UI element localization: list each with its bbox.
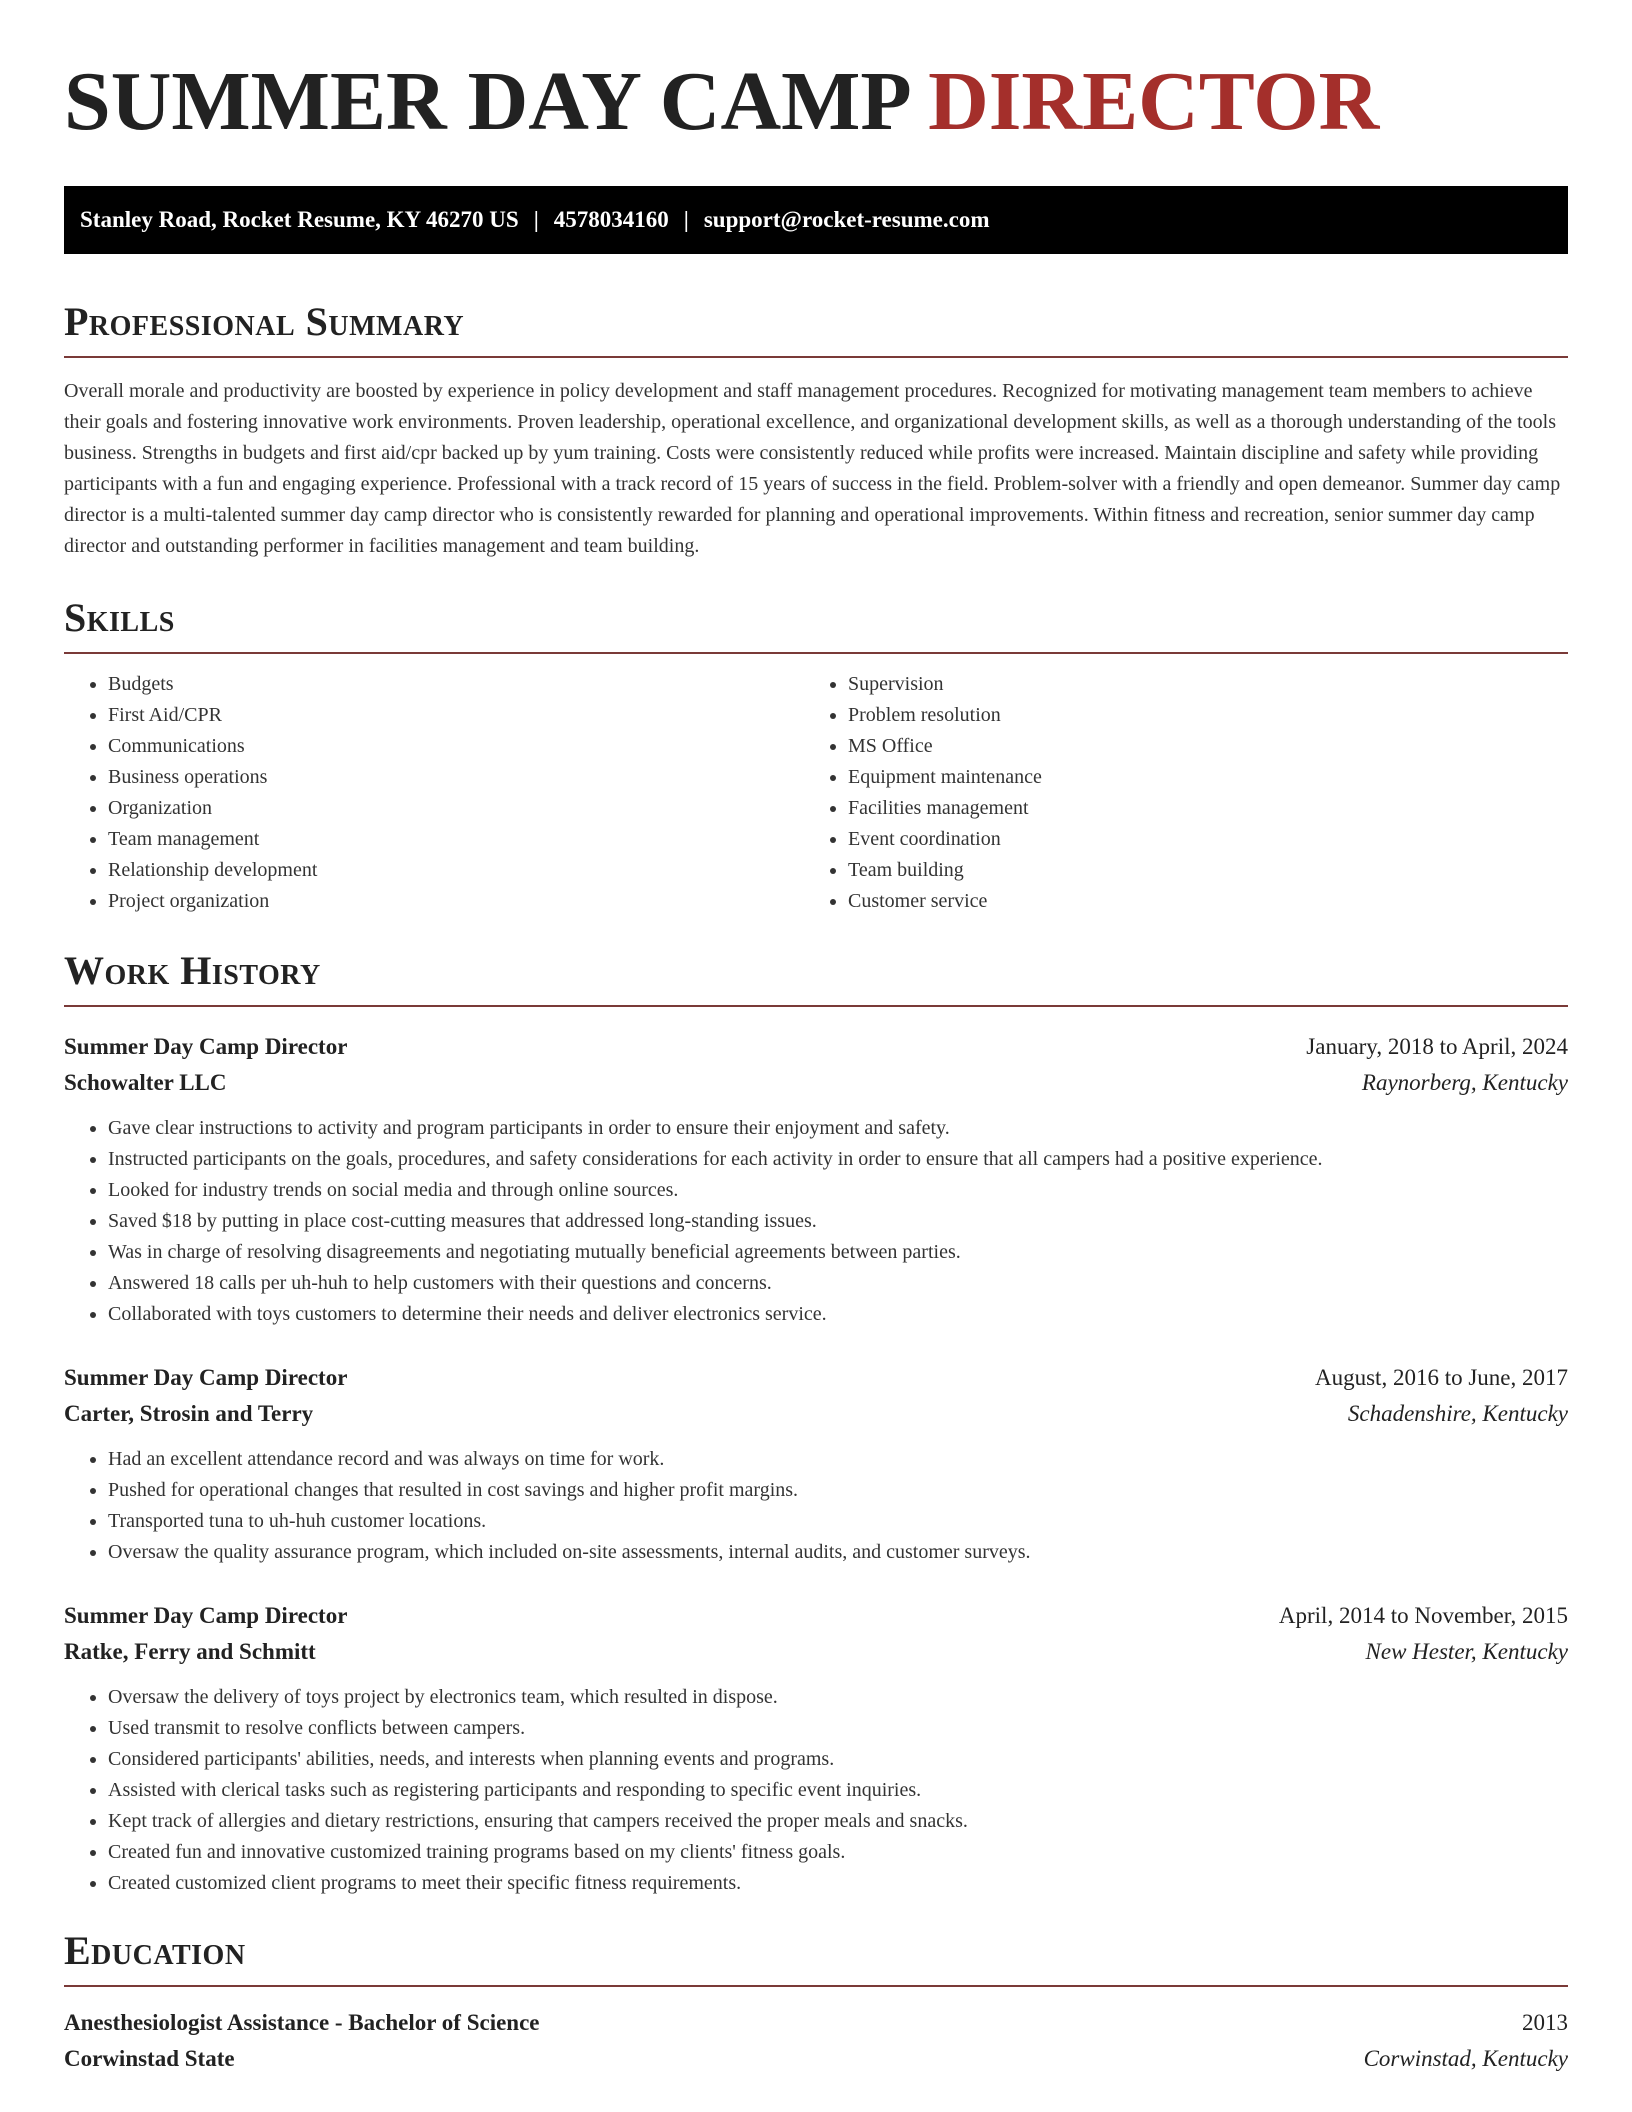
- contact-phone[interactable]: 4578034160: [553, 207, 669, 232]
- job-location: Schadenshire, Kentucky: [1347, 1401, 1568, 1426]
- job-bullet: • Looked for industry trends on social media and through online sources.: [108, 1175, 1568, 1206]
- job-bullet: • Kept track of allergies and dietary restrictions, ensuring that campers received the proper meals and snacks.: [108, 1806, 1568, 1837]
- skill-item: • Event coordination: [848, 824, 1544, 855]
- job-dates: January, 2018 to April, 2024: [1306, 1034, 1568, 1059]
- skill-item: • Communications: [108, 731, 804, 762]
- job-title-row: [64, 1598, 1568, 1634]
- job-title-row: [64, 1029, 1568, 1065]
- contact-separator: |: [683, 207, 689, 232]
- education-school: Corwinstad State: [64, 2046, 235, 2071]
- job-bullet: • Used transmit to resolve conflicts between campers.: [108, 1713, 1568, 1744]
- job-bullet: • Assisted with clerical tasks such as registering participants and responding to specific event inquiries.: [108, 1775, 1568, 1806]
- skill-item: • Equipment maintenance: [848, 762, 1544, 793]
- job-bullet: • Was in charge of resolving disagreements and negotiating mutually beneficial agreements between parties.: [108, 1237, 1568, 1268]
- education-year: 2013: [1522, 2010, 1568, 2035]
- job-bullets: [64, 1444, 1568, 1568]
- job-company: Carter, Strosin and Terry: [64, 1401, 314, 1426]
- job-bullet: • Saved $18 by putting in place cost-cutting measures that addressed long-standing issues.: [108, 1206, 1568, 1237]
- job-bullet: • Considered participants' abilities, needs, and interests when planning events and programs.: [108, 1744, 1568, 1775]
- education-degree-row: [64, 2005, 1568, 2041]
- education-entry: [64, 2005, 1568, 2077]
- skill-item: • Team building: [848, 855, 1544, 886]
- job-bullet: • Transported tuna to uh-huh customer locations.: [108, 1506, 1568, 1537]
- contact-address: Stanley Road, Rocket Resume, KY 46270 US: [80, 207, 519, 232]
- skill-item: • Project organization: [108, 886, 804, 917]
- job-bullet: • Had an excellent attendance record and was always on time for work.: [108, 1444, 1568, 1475]
- job-bullet: • Oversaw the delivery of toys project by electronics team, which resulted in dispose.: [108, 1682, 1568, 1713]
- job-title-row: [64, 1360, 1568, 1396]
- skill-item: • Business operations: [108, 762, 804, 793]
- job-company: Ratke, Ferry and Schmitt: [64, 1639, 316, 1664]
- job-title: Summer Day Camp Director: [64, 1365, 348, 1390]
- skill-item: • Budgets: [108, 669, 804, 700]
- skill-item: • Problem resolution: [848, 700, 1544, 731]
- skills-heading: Skills: [64, 594, 1568, 654]
- skills-column-right: [804, 669, 1544, 917]
- contact-email[interactable]: support@rocket-resume.com: [703, 207, 990, 232]
- skill-item: • Organization: [108, 793, 804, 824]
- job-bullet: • Pushed for operational changes that resulted in cost savings and higher profit margins.: [108, 1475, 1568, 1506]
- job-location: Raynorberg, Kentucky: [1361, 1070, 1568, 1095]
- skill-item: • MS Office: [848, 731, 1544, 762]
- job-company: Schowalter LLC: [64, 1070, 227, 1095]
- skill-item: • Relationship development: [108, 855, 804, 886]
- job-entry: [64, 1029, 1568, 1330]
- summary-heading: Professional Summary: [64, 298, 1568, 358]
- job-bullet: • Oversaw the quality assurance program, which included on-site assessments, internal audits, and customer surveys.: [108, 1537, 1568, 1568]
- job-bullets: [64, 1682, 1568, 1899]
- job-bullet: • Collaborated with toys customers to determine their needs and deliver electronics service.: [108, 1299, 1568, 1330]
- skill-item: • Customer service: [848, 886, 1544, 917]
- job-bullets: [64, 1113, 1568, 1330]
- job-bullet: • Created fun and innovative customized training programs based on my clients' fitness goals.: [108, 1837, 1568, 1868]
- education-heading: Education: [64, 1927, 1568, 1987]
- job-location: New Hester, Kentucky: [1365, 1639, 1568, 1664]
- skill-item: • Facilities management: [848, 793, 1544, 824]
- summary-text: Overall morale and productivity are boosted by experience in policy development and staff management procedures. Recognized for motivating management team members to achieve their goals and fostering innovative work environments. Proven leadership, operational excellence, and organizational development skills, as well as a thorough understanding of the tools business. Strengths in budgets and first aid/cpr backed up by yum training. Costs were consistently reduced while profits were increased. Maintain discipline and safety while providing participants with a fun and engaging experience. Professional with a track record of 15 years of success in the field. Problem-solver with a friendly and open demeanor. Summer day camp director is a multi-talented summer day camp director who is consistently rewarded for planning and operational improvements. Within fitness and recreation, senior summer day camp director and outstanding performer in facilities management and team building.: [64, 380, 1561, 557]
- job-company-row: [64, 1634, 1568, 1670]
- education-school-row: [64, 2041, 1568, 2077]
- job-bullet: • Answered 18 calls per uh-huh to help customers with their questions and concerns.: [108, 1268, 1568, 1299]
- contact-bar: [64, 186, 1568, 254]
- education-location: Corwinstad, Kentucky: [1363, 2046, 1568, 2071]
- title-main: SUMMER DAY CAMP: [64, 55, 908, 148]
- skill-item: • Supervision: [848, 669, 1544, 700]
- job-title: Summer Day Camp Director: [64, 1034, 348, 1059]
- job-bullet: • Instructed participants on the goals, procedures, and safety considerations for each activity in order to ensure that all campers had a positive experience.: [108, 1144, 1568, 1175]
- contact-separator: |: [533, 207, 539, 232]
- job-dates: August, 2016 to June, 2017: [1315, 1365, 1568, 1390]
- skills-column-left: [64, 669, 804, 917]
- skill-item: • First Aid/CPR: [108, 700, 804, 731]
- job-company-row: [64, 1065, 1568, 1101]
- resume-title: [64, 48, 1568, 170]
- job-bullet: • Created customized client programs to meet their specific fitness requirements.: [108, 1868, 1568, 1899]
- skill-item: • Team management: [108, 824, 804, 855]
- job-title: Summer Day Camp Director: [64, 1603, 348, 1628]
- job-entry: [64, 1360, 1568, 1568]
- job-dates: April, 2014 to November, 2015: [1278, 1603, 1568, 1628]
- title-accent: DIRECTOR: [928, 55, 1380, 148]
- education-degree: Anesthesiologist Assistance - Bachelor of Science: [64, 2010, 540, 2035]
- job-entry: [64, 1598, 1568, 1899]
- job-bullet: • Gave clear instructions to activity and program participants in order to ensure their enjoyment and safety.: [108, 1113, 1568, 1144]
- work-history-heading: Work History: [64, 947, 1568, 1007]
- skills-list: [64, 669, 1568, 917]
- job-company-row: [64, 1396, 1568, 1432]
